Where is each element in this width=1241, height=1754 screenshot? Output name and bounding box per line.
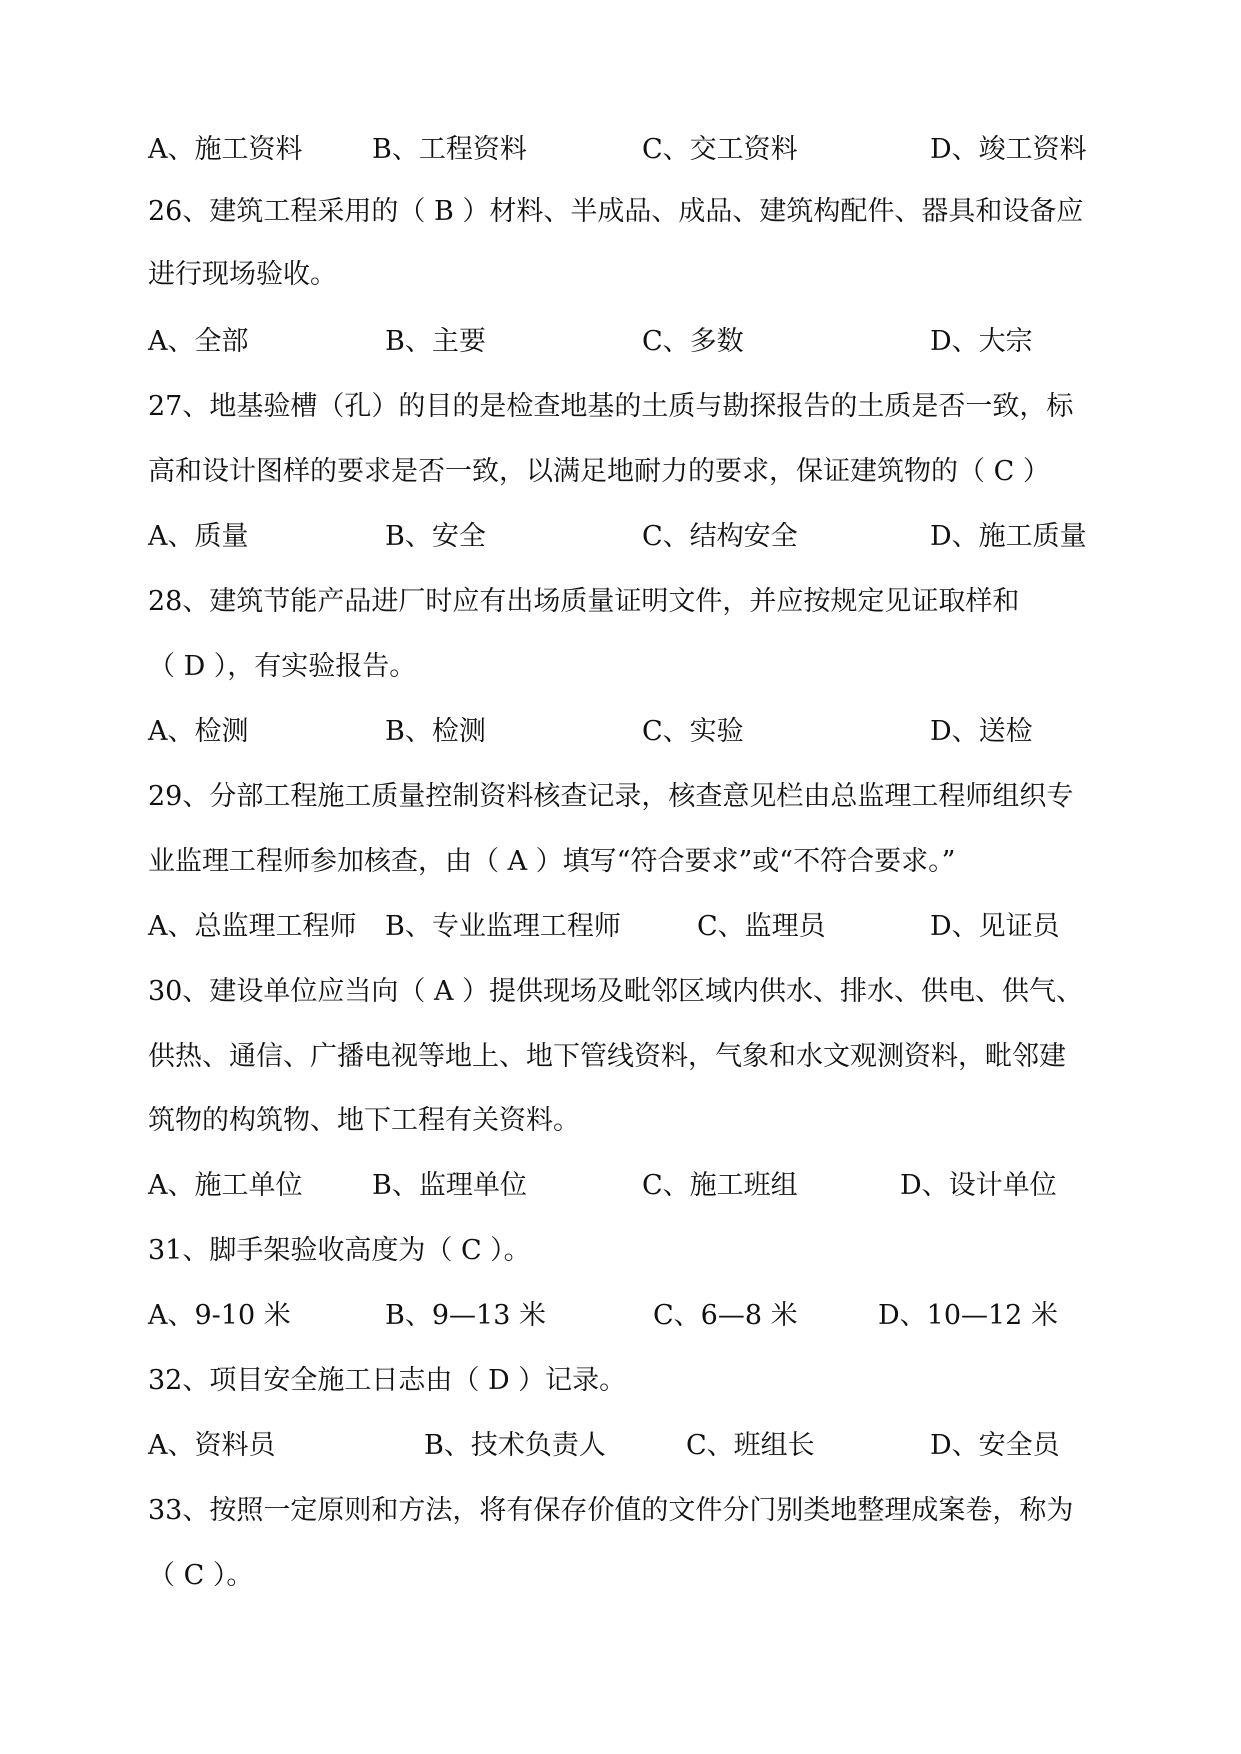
- options-row-q26: [148, 322, 1148, 362]
- question-31-line-1: 31、脚手架验收高度为（ C ）。: [148, 1235, 531, 1266]
- question-28-line-1: 28、建筑节能产品进厂时应有出场质量证明文件，并应按规定见证取样和: [148, 586, 1020, 617]
- option-c: C、交工资料: [642, 134, 798, 165]
- question-30-line-2: 供热、通信、广播电视等地上、地下管线资料，气象和水文观测资料，毗邻建: [148, 1041, 1066, 1072]
- option-b: B、技术负责人: [424, 1430, 606, 1461]
- option-b: B、检测: [385, 716, 486, 747]
- option-c: C、实验: [642, 716, 744, 747]
- option-d: D、施工质量: [930, 521, 1087, 552]
- question-27-line-2: 高和设计图样的要求是否一致，以满足地耐力的要求，保证建筑物的（ C ）: [148, 456, 1050, 487]
- options-row-q28: [148, 712, 1148, 752]
- question-29-line-1: 29、分部工程施工质量控制资料核查记录，核查意见栏由总监理工程师组织专: [148, 781, 1074, 812]
- option-d: D、安全员: [930, 1430, 1060, 1461]
- option-c: C、施工班组: [642, 1170, 798, 1201]
- question-29-line-2: 业监理工程师参加核查，由（ A ）填写“符合要求”或“不符合要求。”: [148, 846, 956, 877]
- option-d: D、竣工资料: [930, 134, 1087, 165]
- options-row-q25: [148, 130, 1148, 170]
- option-a: A、施工单位: [148, 1170, 303, 1201]
- option-a: A、总监理工程师: [148, 911, 357, 942]
- option-d: D、10—12 米: [878, 1300, 1058, 1331]
- option-a: A、全部: [148, 326, 249, 357]
- option-d: D、见证员: [930, 911, 1060, 942]
- option-c: C、监理员: [697, 911, 826, 942]
- options-row-q30: [148, 1166, 1148, 1206]
- question-33-line-2: （ C ）。: [148, 1560, 254, 1591]
- option-c: C、6—8 米: [653, 1300, 798, 1331]
- option-b: B、9—13 米: [385, 1300, 546, 1331]
- question-33-line-1: 33、按照一定原则和方法，将有保存价值的文件分门别类地整理成案卷，称为: [148, 1495, 1074, 1526]
- options-row-q32: [148, 1426, 1148, 1466]
- option-c: C、多数: [642, 326, 744, 357]
- option-a: A、资料员: [148, 1430, 276, 1461]
- option-d: D、设计单位: [900, 1170, 1057, 1201]
- question-26-line-2: 进行现场验收。: [148, 259, 337, 290]
- options-row-q31: [148, 1296, 1148, 1336]
- question-30-line-3: 筑物的构筑物、地下工程有关资料。: [148, 1105, 580, 1136]
- question-26-line-1: 26、建筑工程采用的（ B ）材料、半成品、成品、建筑构配件、器具和设备应: [148, 196, 1084, 227]
- question-30-line-1: 30、建设单位应当向（ A ）提供现场及毗邻区域内供水、排水、供电、供气、: [148, 976, 1084, 1007]
- option-b: B、监理单位: [372, 1170, 527, 1201]
- option-a: A、质量: [148, 521, 249, 552]
- options-row-q27: [148, 517, 1148, 557]
- options-row-q29: [148, 907, 1148, 947]
- option-b: B、工程资料: [372, 134, 527, 165]
- question-28-line-2: （ D ），有实验报告。: [148, 651, 417, 682]
- question-27-line-1: 27、地基验槽（孔）的目的是检查地基的土质与勘探报告的土质是否一致，标: [148, 391, 1074, 422]
- option-c: C、班组长: [686, 1430, 815, 1461]
- option-b: B、主要: [385, 326, 486, 357]
- option-c: C、结构安全: [642, 521, 798, 552]
- option-a: A、检测: [148, 716, 249, 747]
- option-a: A、施工资料: [148, 134, 303, 165]
- option-b: B、专业监理工程师: [385, 911, 621, 942]
- option-d: D、送检: [930, 716, 1033, 747]
- option-b: B、安全: [385, 521, 486, 552]
- option-d: D、大宗: [930, 326, 1033, 357]
- option-a: A、9-10 米: [148, 1300, 291, 1331]
- question-32-line-1: 32、项目安全施工日志由（ D ）记录。: [148, 1365, 627, 1396]
